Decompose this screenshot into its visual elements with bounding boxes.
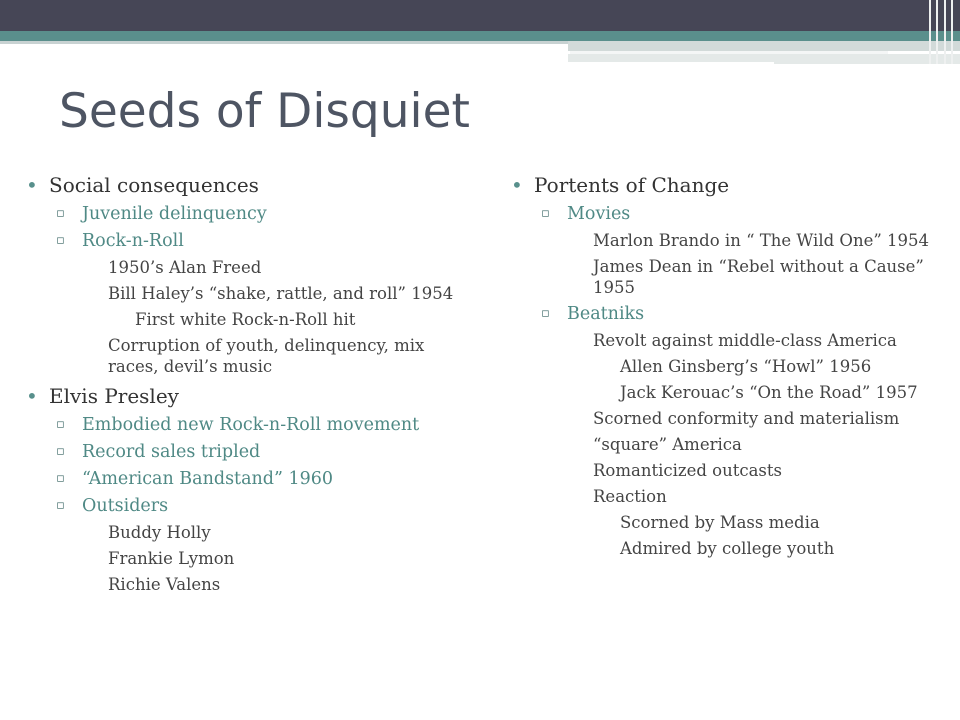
bullet-text: Reaction xyxy=(593,487,667,506)
slide-title: Seeds of Disquiet xyxy=(59,84,470,139)
bullet-rock-n-roll xyxy=(26,230,466,252)
bullet-text: Buddy Holly xyxy=(108,523,211,542)
bullet-text: “American Bandstand” 1960 xyxy=(82,469,334,489)
bullet-scorned-conformity xyxy=(511,408,951,429)
bullet-allen-ginsberg xyxy=(511,356,951,377)
bullet-text: “square” America xyxy=(593,435,742,454)
bullet-dot-icon: • xyxy=(511,173,523,197)
bullet-text: Movies xyxy=(567,204,631,224)
bullet-text: Allen Ginsberg’s “Howl” 1956 xyxy=(620,357,872,376)
header-bar-highlight-lower xyxy=(568,62,774,65)
bullet-text: Beatniks xyxy=(567,304,645,324)
header-bar-dark xyxy=(0,0,960,31)
bullet-text: 1950’s Alan Freed xyxy=(108,258,262,277)
bullet-revolt xyxy=(511,330,951,351)
header-bar-grey-right xyxy=(568,41,960,51)
bullet-beatniks xyxy=(511,303,951,325)
bullet-jack-kerouac xyxy=(511,382,951,403)
right-column xyxy=(511,172,951,561)
bullet-dot-icon: • xyxy=(26,173,38,197)
bullet-richie-valens xyxy=(26,574,466,595)
bullet-movies xyxy=(511,203,951,225)
bullet-text: Admired by college youth xyxy=(620,539,835,558)
bullet-james-dean xyxy=(511,256,951,298)
bullet-first-white-hit xyxy=(26,309,466,330)
bullet-corruption-of-youth xyxy=(26,335,466,377)
bullet-text: Bill Haley’s “shake, rattle, and roll” 1954 xyxy=(108,284,454,303)
bullet-text: Embodied new Rock-n-Roll movement xyxy=(82,415,420,435)
bullet-text: Corruption of youth, delinquency, mix races, devil’s music xyxy=(108,336,425,376)
bullet-text: Record sales tripled xyxy=(82,442,261,462)
bullet-outsiders xyxy=(26,495,466,517)
bullet-text: Frankie Lymon xyxy=(108,549,235,568)
bullet-square-icon: ▫ xyxy=(541,306,550,321)
bullet-embodied-movement xyxy=(26,414,466,436)
bullet-dot-icon: • xyxy=(26,384,38,408)
bullet-portents-of-change xyxy=(511,172,951,198)
bullet-text: Jack Kerouac’s “On the Road” 1957 xyxy=(620,383,918,402)
bullet-text: Scorned conformity and materialism xyxy=(593,409,900,428)
bullet-social-consequences xyxy=(26,172,466,198)
header-divider-line xyxy=(929,0,931,64)
header-divider-line xyxy=(951,0,953,64)
bullet-square-icon: ▫ xyxy=(56,498,65,513)
bullet-text: Juvenile delinquency xyxy=(82,204,267,224)
header-divider-line xyxy=(944,0,946,64)
bullet-text: Revolt against middle-class America xyxy=(593,331,897,350)
bullet-text: Romanticized outcasts xyxy=(593,461,782,480)
bullet-text: Portents of Change xyxy=(534,173,730,197)
bullet-square-icon: ▫ xyxy=(56,233,65,248)
bullet-text: Elvis Presley xyxy=(49,384,179,408)
bullet-romanticized-outcasts xyxy=(511,460,951,481)
bullet-text: Scorned by Mass media xyxy=(620,513,820,532)
bullet-text: Social consequences xyxy=(49,173,259,197)
bullet-text: Marlon Brando in “ The Wild One” 1954 xyxy=(593,231,930,250)
bullet-mass-media xyxy=(511,512,951,533)
bullet-square-icon: ▫ xyxy=(56,444,65,459)
bullet-square-icon: ▫ xyxy=(56,471,65,486)
bullet-square-icon: ▫ xyxy=(56,206,65,221)
bullet-american-bandstand xyxy=(26,468,466,490)
header-divider-line xyxy=(936,0,938,64)
bullet-buddy-holly xyxy=(26,522,466,543)
bullet-alan-freed xyxy=(26,257,466,278)
bullet-square-icon: ▫ xyxy=(56,417,65,432)
bullet-text: Rock-n-Roll xyxy=(82,231,184,251)
bullet-reaction xyxy=(511,486,951,507)
bullet-elvis-presley xyxy=(26,383,466,409)
bullet-frankie-lymon xyxy=(26,548,466,569)
bullet-college-youth xyxy=(511,538,951,559)
bullet-text: James Dean in “Rebel without a Cause” 1955 xyxy=(593,257,924,297)
bullet-record-sales xyxy=(26,441,466,463)
header-bar-teal xyxy=(0,31,960,41)
bullet-square-america xyxy=(511,434,951,455)
header-bar-grey xyxy=(0,41,568,44)
bullet-square-icon: ▫ xyxy=(541,206,550,221)
bullet-bill-haley xyxy=(26,283,466,304)
bullet-text: First white Rock-n-Roll hit xyxy=(135,310,356,329)
bullet-marlon-brando xyxy=(511,230,951,251)
bullet-juvenile-delinquency xyxy=(26,203,466,225)
bullet-text: Outsiders xyxy=(82,496,169,516)
left-column xyxy=(26,172,466,597)
bullet-text: Richie Valens xyxy=(108,575,221,594)
